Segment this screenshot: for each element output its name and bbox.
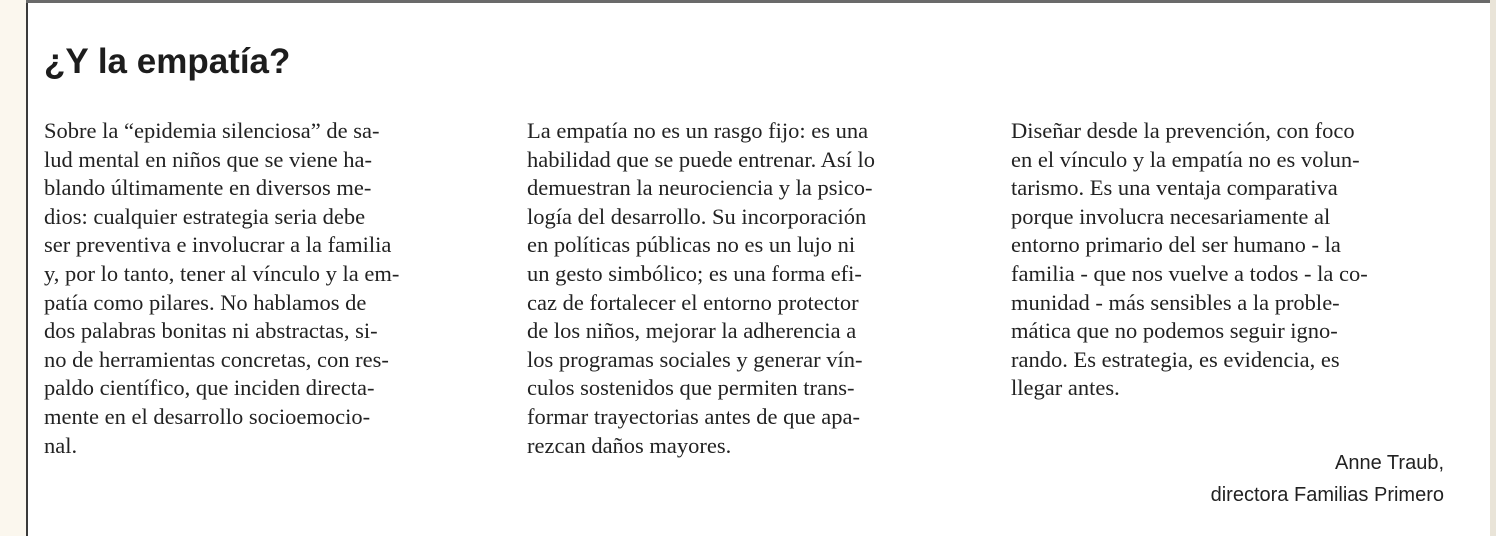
top-rule-divider [26,0,1496,3]
article-column-1: Sobre la “epidemia silenciosa” de sa- lud mental en niños que se viene ha- blando últimamente en diversos me- dios: cualquier estrategia seria debe ser preventiva e involucrar a la familia y, por lo tanto, tener al vínculo y la em- patía como pilares. No hablamos de dos palabras bonitas ni abstractas, si- no de herramientas concretas, con res- paldo científico, que inciden directa- mente en el desarrollo socioemocio- nal. [44,118,400,458]
author-role: directora Familias Primero [1210,484,1444,506]
article-title: ¿Y la empatía? [44,42,291,81]
article-column-3: Diseñar desde la prevención, con foco en el vínculo y la empatía no es volun- tarismo. Es una ventaja comparativa porque involucra necesariamente al entorno primario del ser humano - la familia - que nos vuelve a todos - la co- munidad - más sensibles a la proble- mática que no podemos seguir igno- rando. Es estrategia, es evidencia, es llegar antes. [1011,118,1368,401]
page-edge [1490,0,1496,536]
article-column-2: La empatía no es un rasgo fijo: es una habilidad que se puede entrenar. Así lo demuestran la neurociencia y la psico- logía del desarrollo. Su incorporación en políticas públicas no es un lujo ni un gesto simbólico; es una forma efi- caz de fortalecer el entorno protector de los niños, mejorar la adherencia a los programas sociales y generar vín- culos sostenidos que permiten trans- formar trayectorias antes de que apa- rezcan daños mayores. [527,118,876,458]
author-name: Anne Traub, [1335,452,1444,474]
